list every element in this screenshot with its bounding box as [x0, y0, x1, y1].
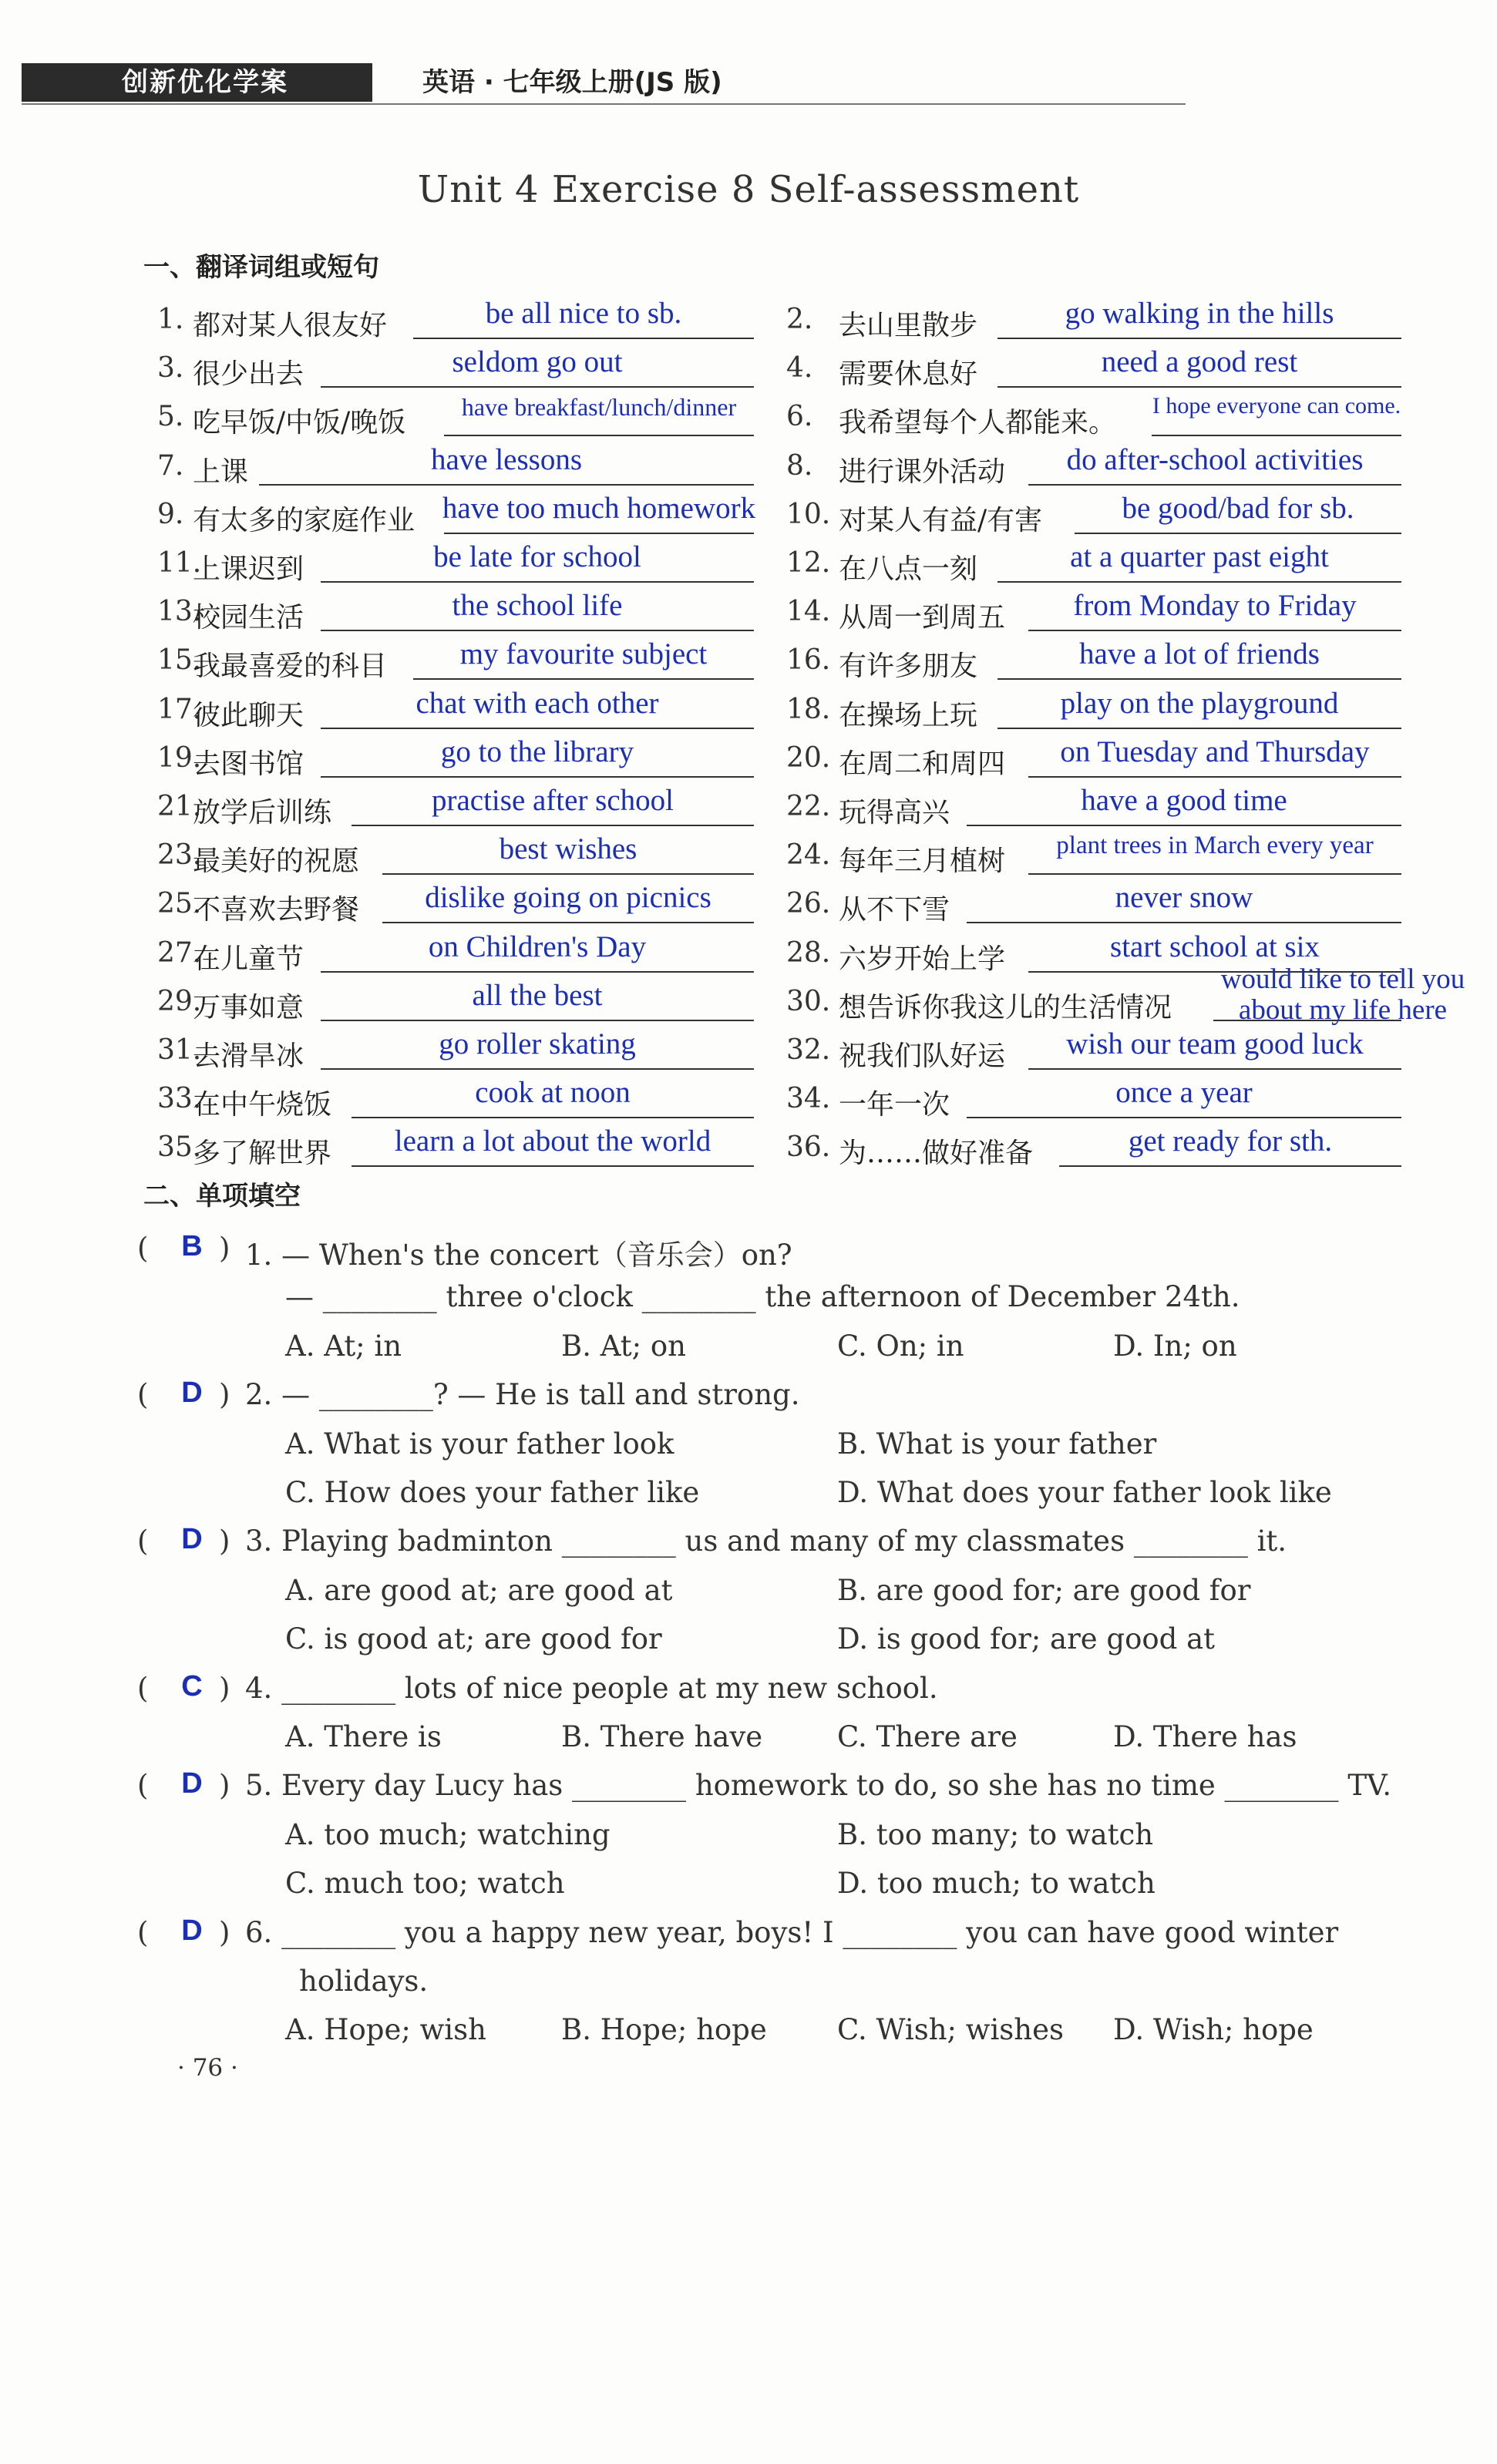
vocab-answer-line1: would like to tell you: [1220, 963, 1465, 995]
vocab-answer: once a year: [1115, 1076, 1253, 1110]
header-band: [22, 63, 372, 102]
vocab-answer: the school life: [452, 589, 623, 623]
question-answer: D: [181, 1377, 203, 1410]
vocab-answer: be all nice to sb.: [485, 297, 682, 330]
vocab-answer: my favourite subject: [459, 637, 708, 671]
vocab-answer: wish our team good luck: [1066, 1027, 1364, 1061]
vocab-chinese: 从周一到周五: [839, 602, 1006, 634]
answer-underline: [997, 678, 1401, 680]
vocab-answer: have too much homework: [442, 491, 756, 525]
option-c: C. How does your father like: [285, 1476, 700, 1509]
vocab-item: [0, 963, 1497, 1027]
answer-paren-open: (: [137, 1769, 149, 1803]
vocab-answer: play on the playground: [1060, 686, 1339, 720]
vocab-number: 35.: [157, 1131, 202, 1164]
question-answer: B: [181, 1230, 203, 1262]
vocab-number: 5.: [157, 401, 184, 433]
option-b: B. too many; to watch: [837, 1817, 1154, 1851]
vocab-chinese: 我最喜爱的科目: [193, 650, 388, 683]
answer-underline: [997, 581, 1401, 583]
vocab-number: 19.: [157, 741, 202, 774]
vocab-chinese: 最美好的祝愿: [193, 845, 360, 878]
vocab-chinese: 万事如意: [193, 991, 304, 1024]
vocab-answer: at a quarter past eight: [1070, 540, 1329, 573]
vocab-number: 29.: [157, 985, 202, 1017]
vocab-chinese: 彼此聊天: [193, 699, 304, 731]
question-stem: 5. Every day Lucy has ________ homework to do, so she has no time ________ TV.: [245, 1769, 1392, 1803]
option-b: B. What is your father: [837, 1427, 1157, 1461]
question-stem: 2. — ________? — He is tall and strong.: [245, 1378, 800, 1412]
answer-underline: [967, 922, 1401, 923]
question-row: [0, 1518, 1497, 1567]
vocab-number: 8.: [786, 449, 813, 482]
answer-underline: [967, 1117, 1401, 1118]
vocab-number: 2.: [786, 304, 813, 335]
question-stem: 4. ________ lots of nice people at my new school.: [245, 1671, 938, 1705]
vocab-chinese: 校园生活: [193, 602, 304, 634]
vocab-item: [0, 1124, 1497, 1172]
option-c: C. On; in: [837, 1329, 964, 1363]
header-divider: [22, 103, 1186, 105]
vocab-item: [0, 1027, 1497, 1075]
vocab-number: 1.: [157, 304, 184, 335]
answer-paren-close: ): [219, 1769, 230, 1803]
vocab-item: [0, 734, 1497, 783]
vocab-number: 16.: [786, 644, 831, 677]
vocab-chinese: 有许多朋友: [839, 650, 978, 683]
vocab-answer: chat with each other: [415, 686, 659, 720]
vocab-number: 13.: [157, 596, 202, 628]
answer-underline: [997, 728, 1401, 729]
vocab-answer: on Tuesday and Thursday: [1060, 734, 1370, 768]
vocab-chinese: 在儿童节: [193, 943, 304, 975]
vocab-chinese: 祝我们队好运: [839, 1040, 1006, 1072]
vocab-chinese: 需要休息好: [839, 358, 978, 391]
vocab-number: 21.: [157, 791, 202, 822]
question-row: [0, 1763, 1497, 1811]
vocab-chinese: 进行课外活动: [839, 455, 1006, 488]
question-answer: C: [181, 1669, 203, 1703]
vocab-number: 15.: [157, 644, 202, 677]
question-row: [0, 1372, 1497, 1420]
option-d: D. What does your father look like: [837, 1476, 1332, 1509]
vocab-item: [0, 588, 1497, 637]
vocab-item: [0, 880, 1497, 929]
vocab-chinese: 很少出去: [193, 358, 304, 391]
answer-underline: [1028, 484, 1401, 486]
vocab-answer: never snow: [1115, 881, 1253, 915]
section-heading-choice: 二、单项填空: [143, 1181, 301, 1212]
option-c: C. is good at; are good for: [285, 1622, 662, 1656]
option-a: A. are good at; are good at: [285, 1573, 673, 1607]
vocab-chinese: 上课迟到: [193, 553, 304, 585]
option-a: A. At; in: [285, 1329, 402, 1363]
vocab-number: 9.: [157, 498, 184, 530]
vocab-chinese: 一年一次: [839, 1089, 950, 1121]
header-subject: 英语 · 七年级上册(JS 版): [422, 67, 722, 98]
option-b: B. At; on: [561, 1329, 686, 1363]
answer-paren-open: (: [137, 1232, 149, 1265]
option-b: B. Hope; hope: [561, 2013, 767, 2047]
vocab-item: [0, 832, 1497, 880]
vocab-number: 11.: [157, 547, 202, 579]
vocab-answer: have a lot of friends: [1079, 637, 1320, 671]
option-d: D. Wish; hope: [1113, 2013, 1314, 2047]
vocab-item: [0, 296, 1497, 345]
vocab-chinese: 想告诉你我这儿的生活情况: [839, 991, 1172, 1024]
page-title: Unit 4 Exercise 8 Self-assessment: [417, 168, 1080, 211]
vocab-number: 28.: [786, 936, 831, 969]
vocab-number: 33.: [157, 1083, 202, 1115]
vocab-answer: best wishes: [499, 832, 637, 866]
vocab-chinese: 六岁开始上学: [839, 943, 1006, 975]
option-d: D. too much; to watch: [837, 1867, 1156, 1901]
answer-underline: [1028, 630, 1401, 631]
vocab-chinese: 为……做好准备: [839, 1138, 1034, 1170]
option-a: A. too much; watching: [285, 1817, 611, 1851]
question-stem: 3. Playing badminton ________ us and many of my classmates ________ it.: [245, 1524, 1287, 1558]
vocab-item: [0, 540, 1497, 588]
vocab-number: 22.: [786, 791, 831, 822]
vocab-answer: go to the library: [440, 734, 634, 768]
vocab-number: 34.: [786, 1083, 831, 1115]
vocab-number: 32.: [786, 1034, 831, 1066]
vocab-chinese: 放学后训练: [193, 797, 332, 829]
section-heading-translate: 一、翻译词组或短句: [143, 252, 379, 283]
vocab-number: 25.: [157, 888, 202, 920]
vocab-number: 24.: [786, 839, 831, 872]
answer-paren-close: ): [219, 1671, 230, 1705]
vocab-chinese: 在周二和周四: [839, 748, 1006, 780]
vocab-answer: dislike going on picnics: [425, 881, 711, 915]
vocab-answer: get ready for sth.: [1128, 1124, 1333, 1158]
brand-title: 创新优化学案: [122, 67, 288, 98]
vocab-chinese: 有太多的家庭作业: [193, 504, 415, 536]
vocab-chinese: 每年三月植树: [839, 845, 1006, 878]
answer-underline: [967, 825, 1401, 826]
answer-underline: [1152, 435, 1401, 436]
option-b: B. There have: [561, 1720, 763, 1753]
answer-paren-close: ): [219, 1915, 230, 1949]
vocab-answer: learn a lot about the world: [394, 1124, 711, 1158]
vocab-number: 23.: [157, 839, 202, 872]
vocab-chinese: 玩得高兴: [839, 797, 950, 829]
vocab-number: 18.: [786, 693, 831, 725]
option-a: A. What is your father look: [285, 1427, 674, 1461]
vocab-answer-line2: about my life here: [1238, 993, 1448, 1026]
vocab-chinese: 去滑旱冰: [193, 1040, 304, 1072]
question-row: [0, 1666, 1497, 1714]
vocab-answer: all the best: [472, 978, 603, 1012]
answer-paren-open: (: [137, 1915, 149, 1949]
vocab-item: [0, 686, 1497, 734]
vocab-answer: practise after school: [431, 784, 674, 817]
vocab-answer: do after-school activities: [1066, 442, 1364, 476]
answer-paren-close: ): [219, 1232, 230, 1265]
vocab-answer: be good/bad for sb.: [1122, 491, 1354, 525]
answer-underline: [997, 338, 1401, 339]
vocab-chinese: 从不下雪: [839, 894, 950, 926]
option-c: C. much too; watch: [285, 1867, 565, 1901]
vocab-chinese: 上课: [193, 455, 249, 488]
vocab-item: [0, 393, 1497, 442]
vocab-answer: seldom go out: [452, 345, 623, 379]
vocab-number: 10.: [786, 498, 831, 530]
vocab-chinese: 去图书馆: [193, 748, 304, 780]
question-answer: D: [181, 1914, 203, 1947]
answer-paren-close: ): [219, 1524, 230, 1558]
vocab-number: 17.: [157, 693, 202, 725]
vocab-chinese: 对某人有益/有害: [839, 504, 1043, 536]
answer-underline: [1028, 1068, 1401, 1070]
question-answer: D: [181, 1767, 203, 1800]
answer-underline: [997, 386, 1401, 388]
vocab-answer: have a good time: [1081, 784, 1287, 817]
vocab-answer: plant trees in March every year: [1056, 832, 1374, 860]
vocab-chinese: 我希望每个人都能来。: [839, 407, 1117, 439]
vocab-answer: cook at noon: [475, 1076, 631, 1110]
question-answer: D: [181, 1523, 203, 1556]
vocab-chinese: 不喜欢去野餐: [193, 894, 360, 926]
vocab-number: 4.: [786, 352, 813, 385]
vocab-chinese: 在中午烧饭: [193, 1089, 332, 1121]
vocab-answer: be late for school: [433, 540, 641, 573]
vocab-answer: need a good rest: [1101, 345, 1298, 379]
vocab-number: 3.: [157, 352, 184, 385]
question-stem-continued: — ________ three o'clock ________ the afternoon of December 24th.: [285, 1280, 1240, 1314]
option-a: A. Hope; wish: [285, 2013, 486, 2047]
answer-underline: [1028, 776, 1401, 778]
vocab-item: [0, 491, 1497, 540]
option-d: D. is good for; are good at: [837, 1622, 1216, 1656]
question-stem-continued: holidays.: [299, 1965, 429, 1998]
vocab-answer: start school at six: [1110, 929, 1320, 963]
question-row: [0, 1910, 1497, 1958]
answer-underline: [1059, 1165, 1401, 1167]
vocab-answer: from Monday to Friday: [1073, 589, 1357, 623]
question-row: [0, 1225, 1497, 1274]
vocab-number: 36.: [786, 1131, 831, 1164]
vocab-number: 14.: [786, 596, 831, 628]
vocab-answer: go walking in the hills: [1065, 297, 1334, 330]
vocab-number: 31.: [157, 1034, 202, 1066]
option-a: A. There is: [285, 1720, 442, 1753]
vocab-item: [0, 345, 1497, 393]
answer-paren-close: ): [219, 1378, 230, 1412]
page-number: · 76 ·: [177, 2054, 238, 2082]
vocab-item: [0, 442, 1497, 491]
vocab-number: 20.: [786, 741, 831, 774]
question-stem: 6. ________ you a happy new year, boys! I ________ you can have good winter: [245, 1915, 1339, 1949]
question-stem: 1. — When's the concert（音乐会）on?: [245, 1239, 792, 1272]
vocab-chinese: 在操场上玩: [839, 699, 978, 731]
vocab-chinese: 在八点一刻: [839, 553, 978, 585]
vocab-answer: go roller skating: [439, 1027, 636, 1061]
vocab-item: [0, 783, 1497, 832]
vocab-chinese: 都对某人很友好: [193, 310, 388, 341]
vocab-answer: have lessons: [430, 442, 583, 476]
vocab-chinese: 多了解世界: [193, 1138, 332, 1170]
vocab-chinese: 吃早饭/中饭/晚饭: [193, 407, 406, 439]
vocab-answer: have breakfast/lunch/dinner: [461, 393, 737, 422]
vocab-answer: I hope everyone can come.: [1152, 393, 1401, 419]
vocab-number: 12.: [786, 547, 831, 579]
option-c: C. There are: [837, 1720, 1018, 1753]
vocab-item: [0, 637, 1497, 685]
vocab-number: 7.: [157, 449, 184, 482]
answer-underline: [1028, 873, 1401, 875]
vocab-number: 26.: [786, 888, 831, 920]
vocab-chinese: 去山里散步: [839, 310, 978, 341]
answer-underline: [1075, 533, 1401, 534]
vocab-number: 27.: [157, 936, 202, 969]
answer-paren-open: (: [137, 1524, 149, 1558]
vocab-answer: on Children's Day: [428, 929, 647, 963]
vocab-number: 6.: [786, 401, 813, 433]
answer-paren-open: (: [137, 1671, 149, 1705]
answer-paren-open: (: [137, 1378, 149, 1412]
option-d: D. In; on: [1113, 1329, 1237, 1363]
vocab-number: 30.: [786, 985, 831, 1017]
vocab-item: [0, 1075, 1497, 1124]
option-b: B. are good for; are good for: [837, 1573, 1251, 1607]
vocab-answer: [1206, 964, 1480, 1026]
option-d: D. There has: [1113, 1720, 1297, 1753]
option-c: C. Wish; wishes: [837, 2013, 1064, 2047]
